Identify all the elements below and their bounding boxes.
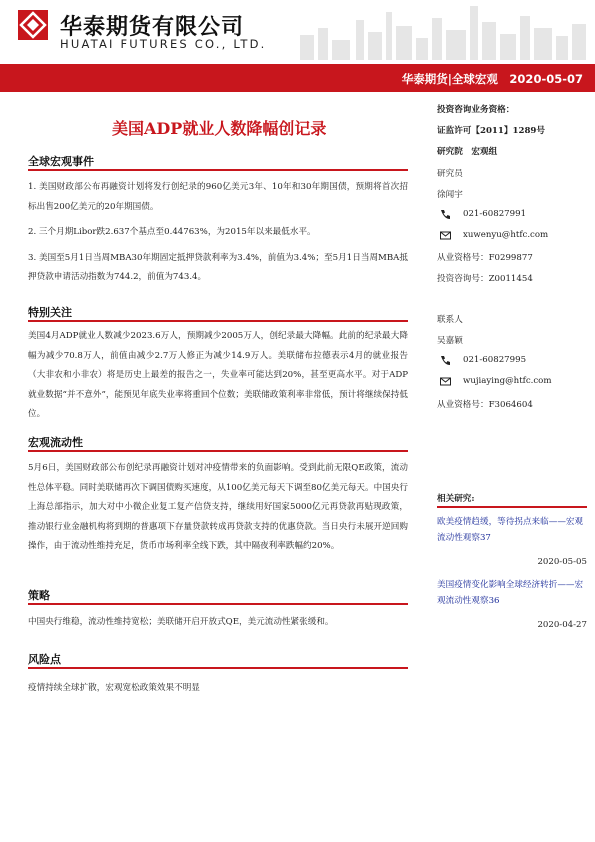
contact-name: 吴嘉颖 xyxy=(437,336,463,346)
related-research-date: 2020-05-05 xyxy=(537,557,587,567)
researcher-email[interactable]: xuwenyu@htfc.com xyxy=(463,230,549,240)
company-logo xyxy=(18,10,48,40)
phone-icon xyxy=(440,209,451,220)
section-rule xyxy=(28,603,408,605)
department: 研究院 宏观组 xyxy=(437,147,498,157)
phone-icon xyxy=(440,355,451,366)
qualification-label: 投资咨询业务资格： xyxy=(437,105,515,115)
contact-cert-practice: 从业资格号：F3064604 xyxy=(437,400,533,410)
report-title: 美国ADP就业人数降幅创记录 xyxy=(112,119,327,138)
brand-name-en: HUATAI FUTURES CO., LTD. xyxy=(60,37,267,51)
researcher-cert-practice: 从业资格号：F0299877 xyxy=(437,253,533,263)
section-heading-risk: 风险点 xyxy=(28,653,61,666)
macro-event-item: 3. 美国至5月1日当周MBA30年期固定抵押贷款利率为3.4%，前值为3.4%；至5月1日当周MBA抵押贷款申请活动指数为744.2，前值为743.4。 xyxy=(28,252,408,282)
email-icon xyxy=(440,230,451,241)
macro-event-item: 1. 美国财政部公布再融资计划将发行创纪录的960亿美元3年、10年和30年期国债，预期将首次招标出售200亿美元的20年期国债。 xyxy=(28,182,408,212)
contact-label: 联系人 xyxy=(437,315,463,325)
related-research-heading: 相关研究: xyxy=(437,494,475,504)
focus-text: 美国4月ADP就业人数减少2023.6万人，预期减少2005万人，创纪录最大降幅。此前的纪录最大降幅为减少70.8万人，前值由减少2.7万人修正为减少14.9万人。美联储布拉德表示4月的就业报告（大非农和小非农）将是历史上最差的报告之一，失业率可能达到20%，甚至更高水平。对于ADP就业数据“并不意外”，能预见年底失业率将重回个位数；美联储政策利率非常低，预计将继续保持低位。 xyxy=(28,331,408,419)
license-number: 证监许可【2011】1289号 xyxy=(437,126,545,136)
related-research-date: 2020-04-27 xyxy=(537,620,587,630)
researcher-label: 研究员 xyxy=(437,169,463,179)
related-research-link[interactable]: 欧美疫情趋缓，等待拐点来临——宏观流动性观察37 xyxy=(437,517,584,543)
researcher-name: 徐闻宇 xyxy=(437,190,463,200)
section-rule xyxy=(28,169,408,171)
risk-text: 疫情持续全球扩散，宏观宽松政策效果不明显 xyxy=(28,683,200,693)
researcher-cert-consult: 投资咨询号：Z0011454 xyxy=(437,274,533,284)
email-icon xyxy=(440,376,451,387)
contact-phone: 021-60827995 xyxy=(463,355,527,365)
researcher-phone: 021-60827991 xyxy=(463,209,527,219)
section-heading-liquidity: 宏观流动性 xyxy=(28,436,83,449)
section-rule xyxy=(28,667,408,669)
strategy-text: 中国央行维稳，流动性维持宽松；美联储开启开放式QE，美元流动性紧张缓和。 xyxy=(28,617,334,627)
header-category-date: 华泰期货|全球宏观 2020-05-07 xyxy=(401,72,583,86)
section-heading-strategy: 策略 xyxy=(28,589,50,602)
brand-name-cn: 华泰期货有限公司 xyxy=(60,15,245,40)
related-research-link[interactable]: 美国疫情变化影响全球经济转折——宏观流动性观察36 xyxy=(437,580,584,606)
section-rule xyxy=(28,320,408,322)
liquidity-text: 5月6日，美国财政部公布创纪录再融资计划对冲疫情带来的负面影响。受到此前无限QE政策，流动性总体平稳。同时美联储再次下调国债购买速度，从100亿美元每天下调至80亿美元每天。中国央行上海总部指示，加大对中小微企业复工复产信贷支持，继续用好国家5000亿元再贷款再贴现政策，推动银行业金融机构将到期的普惠项下存量贷款转成再贷款支持的优惠贷款。当日央行未展开逆回购操作，由于流动性维持充足，货币市场利率全线下跌，其中隔夜利率跌幅约20%。 xyxy=(28,463,408,551)
skyline-watermark xyxy=(290,0,595,60)
related-rule xyxy=(437,506,587,508)
macro-events-list xyxy=(28,178,408,288)
contact-email[interactable]: wujiaying@htfc.com xyxy=(463,376,552,386)
macro-event-item: 2. 三个月期Libor跌2.637个基点至0.44763%，为2015年以来最低水平。 xyxy=(28,227,316,237)
section-heading-focus: 特别关注 xyxy=(28,306,72,319)
section-heading-macro-events: 全球宏观事件 xyxy=(28,155,94,168)
section-rule xyxy=(28,450,408,452)
